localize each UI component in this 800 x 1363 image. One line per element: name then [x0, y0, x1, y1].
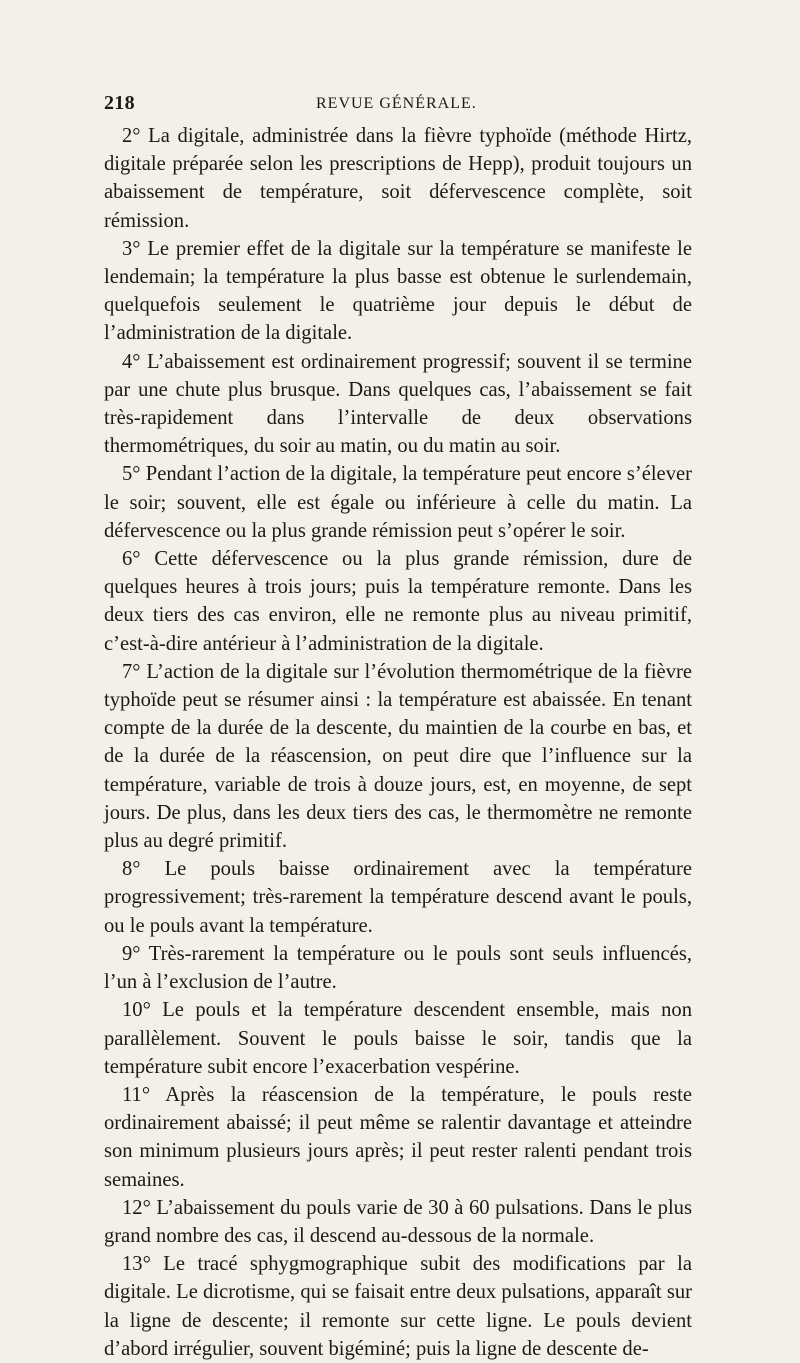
- body-text: [104, 122, 692, 1363]
- paragraph-6: 6° Cette défervescence ou la plus grande rémission, dure de quelques heures à trois jours; puis la température remonte. Dans les deux tiers des cas environ, elle ne remonte plus au niveau primitif, c’est-à-dire antérieur à l’administration de la digitale.: [104, 548, 692, 655]
- paragraph-2: 2° La digitale, administrée dans la fièvre typhoïde (méthode Hirtz, digitale préparée selon les prescriptions de Hepp), produit toujours un abaissement de température, soit défervescence complète, soit rémission.: [104, 125, 692, 232]
- running-head: REVUE GÉNÉRALE.: [316, 95, 477, 112]
- paragraph-11: 11° Après la réascension de la température, le pouls reste ordinairement abaissé; il peut même se ralentir davantage et atteindre son minimum plusieurs jours après; il peut rester ralenti pendant trois semaines.: [104, 1083, 692, 1191]
- paragraph-7: 7° L’action de la digitale sur l’évolution thermométrique de la fièvre typhoïde peut se résumer ainsi : la température est abaissée. En tenant compte de la durée de la descente, du maintien de la courbe en bas, et de la durée de la réascension, on peut dire que l’influence sur la température, variable de trois à douze jours, est, en moyenne, de sept jours. De plus, dans les deux tiers des cas, le thermomètre ne remonte plus au degré primitif.: [104, 660, 692, 853]
- paragraph-8: 8° Le pouls baisse ordinairement avec la température progressivement; très-rarement la température descend avant le pouls, ou le pouls avant la température.: [104, 858, 692, 937]
- paragraph-9: 9° Très-rarement la température ou le pouls sont seuls influencés, l’un à l’exclusion de l’autre.: [104, 942, 692, 994]
- paragraph-10: 10° Le pouls et la température descendent ensemble, mais non parallèlement. Souvent le pouls baisse le soir, tandis que la température subit encore l’exacerbation vespérine.: [104, 999, 692, 1078]
- page-header: [104, 92, 692, 122]
- page-number: 218: [104, 92, 135, 114]
- paragraph-4: 4° L’abaissement est ordinairement progressif; souvent il se termine par une chute plus brusque. Dans quelques cas, l’abaissement se fait très-rapidement dans l’intervalle de deux observations thermométriques, du soir au matin, ou du matin au soir.: [104, 350, 692, 458]
- book-page: [104, 92, 692, 1363]
- paragraph-5: 5° Pendant l’action de la digitale, la température peut encore s’élever le soir; souvent, elle est égale ou inférieure à celle du matin. La défervescence ou la plus grande rémission peut s’opérer le soir.: [104, 463, 692, 542]
- paragraph-13: 13° Le tracé sphygmographique subit des modifications par la digitale. Le dicrotisme, qui se faisait entre deux pulsations, apparaît sur la ligne de descente; il remonte sur cette ligne. Le pouls devient d’abord irrégulier, souvent bigéminé; puis la ligne de descente de-: [104, 1253, 692, 1360]
- paragraph-3: 3° Le premier effet de la digitale sur la température se manifeste le lendemain; la température la plus basse est obtenue le surlendemain, quelquefois seulement le quatrième jour depuis le début de l’administration de la digitale.: [104, 237, 692, 345]
- paragraph-12: 12° L’abaissement du pouls varie de 30 à 60 pulsations. Dans le plus grand nombre des cas, il descend au-dessous de la normale.: [104, 1196, 692, 1247]
